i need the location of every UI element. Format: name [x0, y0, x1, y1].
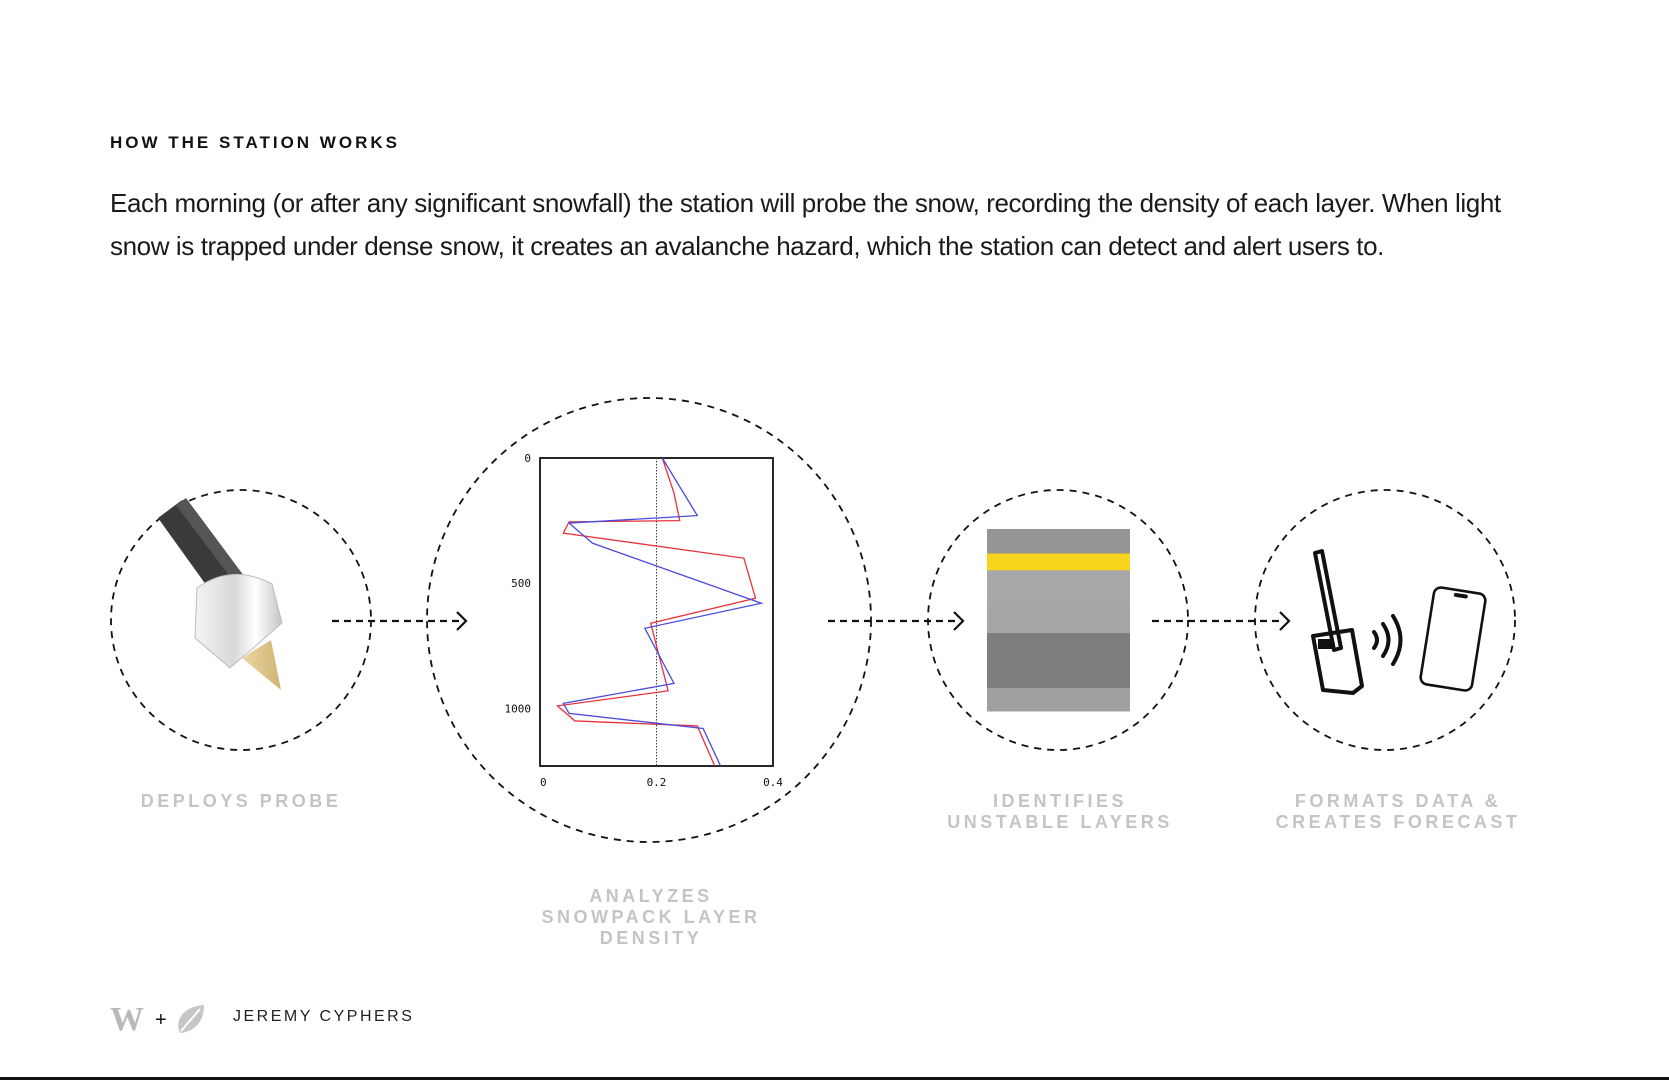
- step-label-density: ANALYZES SNOWPACK LAYER DENSITY: [541, 886, 761, 948]
- step-layers: [928, 490, 1188, 750]
- university-logo: W: [110, 1001, 144, 1036]
- snow-layer-4: [987, 604, 1130, 634]
- intro-paragraph: Each morning (or after any significant snowfall) the station will probe the snow, recording the density of each layer. When light snow is trapped under dense snow, it creates an avalanche hazard, which the station can detect and alert users to.: [110, 188, 1501, 261]
- footer-logo: [110, 1000, 210, 1036]
- step-forecast: [1255, 490, 1515, 750]
- snow-layers-icon: [987, 529, 1130, 712]
- section-eyebrow: HOW THE STATION WORKS: [110, 133, 400, 152]
- y-tick-label: 500: [511, 577, 531, 591]
- y-tick-label: 1000: [504, 702, 531, 716]
- x-tick-label: 0.2: [646, 776, 667, 789]
- snow-layer-6: [987, 688, 1130, 711]
- probe-icon: [158, 498, 282, 690]
- author-name: JEREMY CYPHERS: [233, 1008, 415, 1025]
- snow-layer-5: [987, 633, 1130, 689]
- snow-layer-1: [987, 529, 1130, 554]
- y-tick-label: 0: [524, 452, 531, 465]
- step-label-forecast: FORMATS DATA & CREATES FORECAST: [1275, 791, 1521, 832]
- station-icon: [1313, 551, 1362, 693]
- phone-icon: [1420, 587, 1487, 692]
- x-tick-label: 0: [540, 776, 547, 789]
- connector-arrow-2: [828, 612, 963, 630]
- step-label-layers: IDENTIFIES UNSTABLE LAYERS: [947, 791, 1173, 832]
- connector-arrow-1: [332, 612, 466, 630]
- snow-layer-2: [987, 553, 1130, 570]
- step-label-probe: DEPLOYS PROBE: [140, 791, 342, 811]
- leaf-icon: [178, 1005, 204, 1033]
- step-density: [427, 398, 871, 842]
- x-tick-label: 0.4: [763, 776, 783, 789]
- signal-icon: [1374, 616, 1401, 664]
- logo-plus: +: [155, 1009, 167, 1031]
- connector-arrow-3: [1152, 612, 1289, 630]
- snow-layer-3: [987, 570, 1130, 604]
- forecast-circle: [1255, 490, 1515, 750]
